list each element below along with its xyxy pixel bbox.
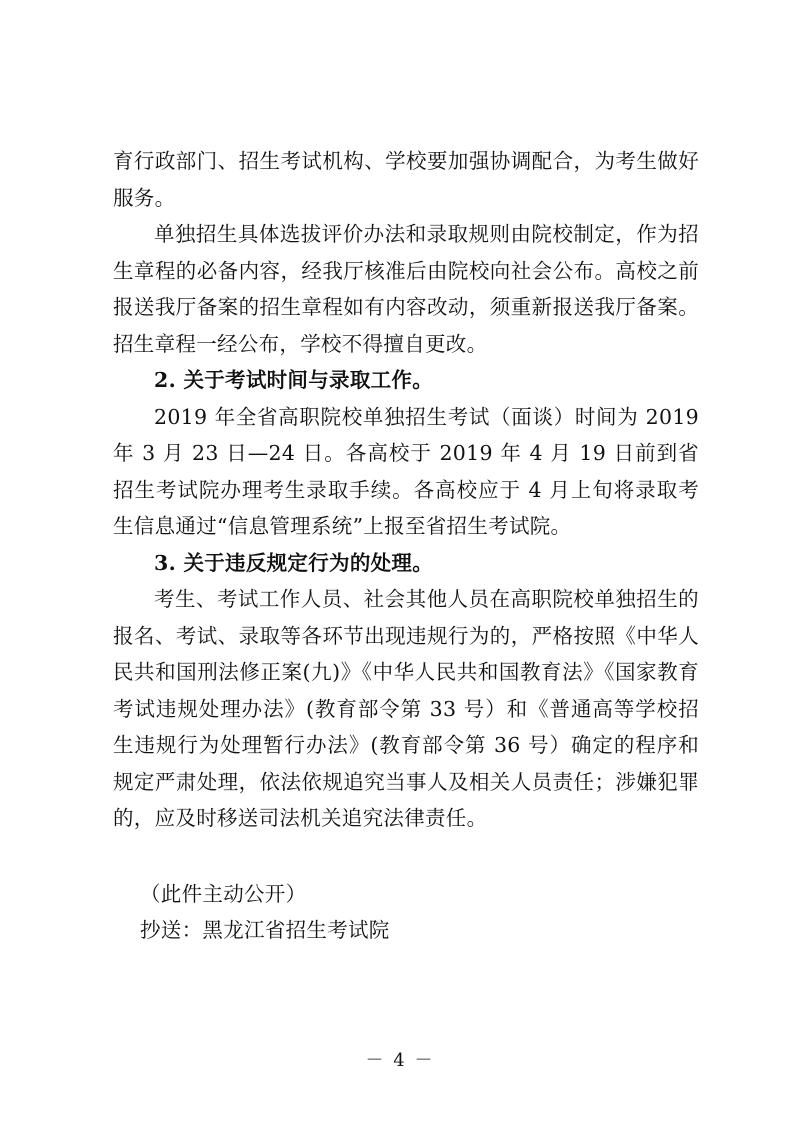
footer-notes xyxy=(140,876,700,948)
paragraph: 育行政部门、招生考试机构、学校要加强协调配合，为考生做好服务。 xyxy=(113,149,699,210)
paragraph: 单独招生具体选拔评价办法和录取规则由院校制定，作为招生章程的必备内容，经我厅核准后由院校向社会公布。高校之前报送我厅备案的招生章程如有内容改动，须重新报送我厅备案。招生章程一经公布，学校不得擅自更改。 xyxy=(113,222,699,356)
page-number: － 4 － xyxy=(365,1050,435,1071)
section-heading: 2. 关于考试时间与录取工作。 xyxy=(154,368,434,392)
section-heading: 3. 关于违反规定行为的处理。 xyxy=(154,550,434,575)
cc-line: 抄送：黑龙江省招生考试院 xyxy=(140,918,390,942)
disclosure-note: （此件主动公开） xyxy=(140,882,307,906)
paragraph: 考生、考试工作人员、社会其他人员在高职院校单独招生的报名、考试、录取等各环节出现违规行为的，严格按照《中华人民共和国刑法修正案(九)》《中华人民共和国教育法》《国家教育考试违规处理办法》(教育部令第 33 号）和《普通高等学校招生违规行为处理暂行办法》(教育部令第 36 号）确定的程序和规定严肃处理，依法依规追究当事人及相关人员责任；涉嫌犯罪的，应及时移送司法机关追究法律责任。 xyxy=(113,587,699,830)
paragraph: 2019 年全省高职院校单独招生考试（面谈）时间为 2019 年 3 月 23 日—24 日。各高校于 2019 年 4 月 19 日前到省招生考试院办理考生录取手续。各高校应于 4 月上旬将录取考生信息通过“信息管理系统”上报至省招生考试院。 xyxy=(113,404,699,538)
body-text xyxy=(113,143,699,837)
